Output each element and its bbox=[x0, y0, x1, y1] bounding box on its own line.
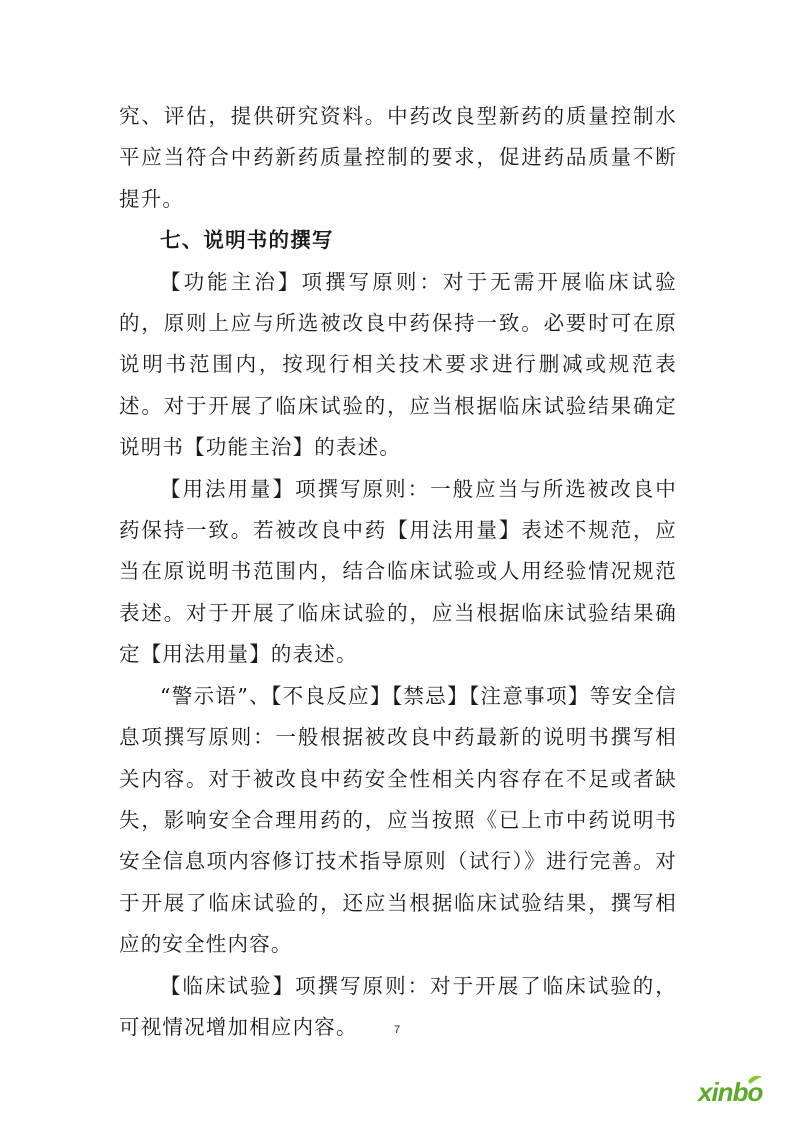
page-content bbox=[119, 96, 677, 1048]
paragraph-continuation: 究、评估，提供研究资料。中药改良型新药的质量控制水平应当符合中药新药质量控制的要求，促进药品质量不断提升。 bbox=[119, 104, 677, 211]
section-heading: 七、说明书的撰写 bbox=[160, 228, 334, 253]
paragraph-clinical-trials: 【临床试验】项撰写原则：对于开展了临床试验的，可视情况增加相应内容。 bbox=[119, 973, 677, 1039]
logo-text: xinbo bbox=[698, 1077, 763, 1105]
paragraph-safety-info: “警示语”、【不良反应】【禁忌】【注意事项】等安全信息项撰写原则：一般根据被改良中药最新的说明书撰写相关内容。对于被改良中药安全性相关内容存在不足或者缺失，影响安全合理用药的，应当按照《已上市中药说明书安全信息项内容修订技术指导原则（试行）》进行完善。对于开展了临床试验的，还应当根据临床试验结果，撰写相应的安全性内容。 bbox=[119, 683, 677, 957]
page-number: 7 bbox=[393, 1024, 401, 1036]
paragraph-dosage: 【用法用量】项撰写原则：一般应当与所选被改良中药保持一致。若被改良中药【用法用量】表述不规范，应当在原说明书范围内，结合临床试验或人用经验情况规范表述。对于开展了临床试验的，应当根据临床试验结果确定【用法用量】的表述。 bbox=[119, 476, 677, 667]
paragraph-indications: 【功能主治】项撰写原则：对于无需开展临床试验的，原则上应与所选被改良中药保持一致。必要时可在原说明书范围内，按现行相关技术要求进行删减或规范表述。对于开展了临床试验的，应当根据临床试验结果确定说明书【功能主治】的表述。 bbox=[119, 269, 677, 460]
xinbo-logo bbox=[696, 1075, 786, 1105]
